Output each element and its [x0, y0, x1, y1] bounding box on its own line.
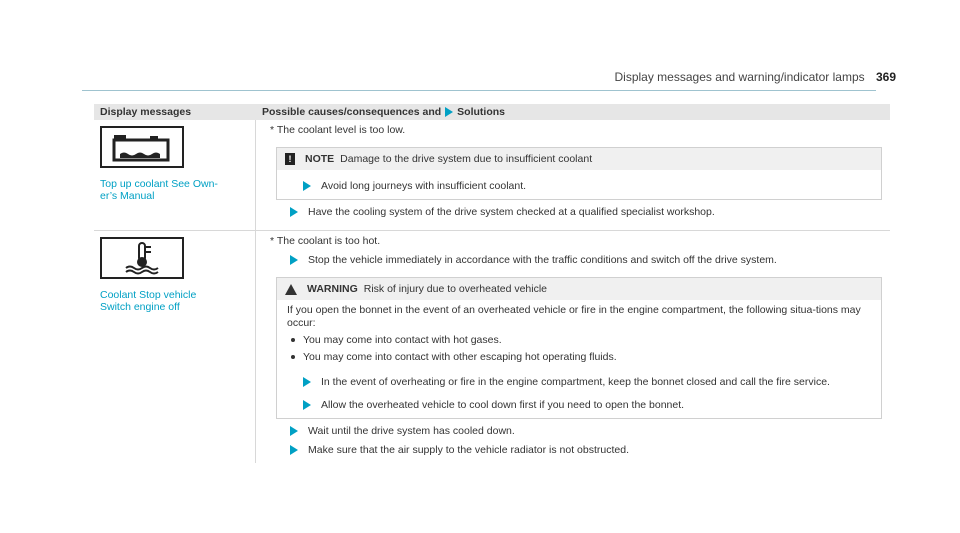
arrow-icon — [445, 107, 453, 117]
coolant-level-icon — [100, 126, 184, 168]
note-step — [277, 170, 881, 199]
note-box — [276, 147, 882, 200]
warning-text: Risk of injury due to overheated vehicle — [363, 283, 548, 295]
solution-step — [256, 444, 890, 457]
warning-label: WARNING — [307, 283, 358, 295]
warning-body — [277, 300, 881, 368]
arrow-icon — [303, 181, 311, 191]
warning-step-text: In the event of overheating or fire in the engine compartment, keep the bonnet closed and call the fire service. — [321, 376, 830, 388]
note-header — [277, 148, 881, 170]
solution-step — [256, 425, 890, 438]
col-header-display-messages: Display messages — [100, 106, 192, 118]
message-line: Switch engine off — [100, 301, 180, 313]
arrow-icon — [290, 207, 298, 217]
arrow-icon — [303, 377, 311, 387]
header-rule — [82, 90, 876, 91]
col-header-causes — [256, 106, 890, 118]
causes-cell — [256, 231, 890, 463]
warning-icon — [285, 284, 297, 295]
list-item — [287, 351, 871, 364]
arrow-icon — [290, 445, 298, 455]
bullet-text: You may come into contact with hot gases. — [303, 334, 502, 346]
message-line: er’s Manual — [100, 190, 155, 202]
warning-step — [277, 393, 881, 418]
solution-step — [256, 254, 890, 267]
causes-cell — [256, 120, 890, 230]
warning-box — [276, 277, 882, 419]
display-message-text — [100, 289, 249, 313]
table-row — [94, 120, 890, 231]
note-icon: ! — [285, 153, 295, 165]
note-text: Damage to the drive system due to insufficient coolant — [340, 153, 593, 165]
solution-step — [256, 206, 890, 219]
table-row — [94, 231, 890, 463]
warning-step — [277, 368, 881, 393]
display-message-text — [100, 178, 249, 202]
bullet-text: You may come into contact with other escaping hot operating fluids. — [303, 351, 617, 363]
warning-header — [277, 278, 881, 300]
message-line: Top up coolant See Own- — [100, 178, 218, 190]
message-line: Coolant Stop vehicle — [100, 289, 197, 301]
header-title: Display messages and warning/indicator lamps — [614, 70, 865, 84]
col-header-causes-text: Possible causes/consequences and — [262, 106, 442, 118]
solution-step-text: Make sure that the air supply to the vehicle radiator is not obstructed. — [308, 444, 630, 456]
solution-step-text: Wait until the drive system has cooled down. — [308, 425, 515, 437]
note-step-text: Avoid long journeys with insufficient coolant. — [321, 180, 527, 192]
warning-body-text: If you open the bonnet in the event of an overheated vehicle or fire in the engine compartment, the following situa-tions may occur: — [287, 304, 861, 329]
display-message-cell — [94, 120, 256, 230]
cause-text: * The coolant is too hot. — [270, 235, 381, 247]
display-message-cell — [94, 231, 256, 463]
list-item — [287, 334, 871, 347]
arrow-icon — [290, 255, 298, 265]
solution-step-text: Have the cooling system of the drive system checked at a qualified specialist workshop. — [308, 206, 715, 218]
col-header-solutions-text: Solutions — [457, 106, 506, 118]
bullet-icon — [291, 338, 295, 342]
warning-step-text: Allow the overheated vehicle to cool down first if you need to open the bonnet. — [321, 399, 685, 411]
table-header — [94, 104, 890, 120]
cause-text: * The coolant level is too low. — [270, 124, 406, 136]
solution-step-text: Stop the vehicle immediately in accordance with the traffic conditions and switch off the drive system. — [308, 254, 777, 266]
page-number: 369 — [875, 70, 896, 84]
arrow-icon — [290, 426, 298, 436]
page-header — [615, 70, 897, 84]
bullet-icon — [291, 355, 295, 359]
messages-table — [94, 104, 890, 463]
coolant-temperature-icon — [100, 237, 184, 279]
arrow-icon — [303, 400, 311, 410]
note-label: NOTE — [305, 153, 335, 165]
